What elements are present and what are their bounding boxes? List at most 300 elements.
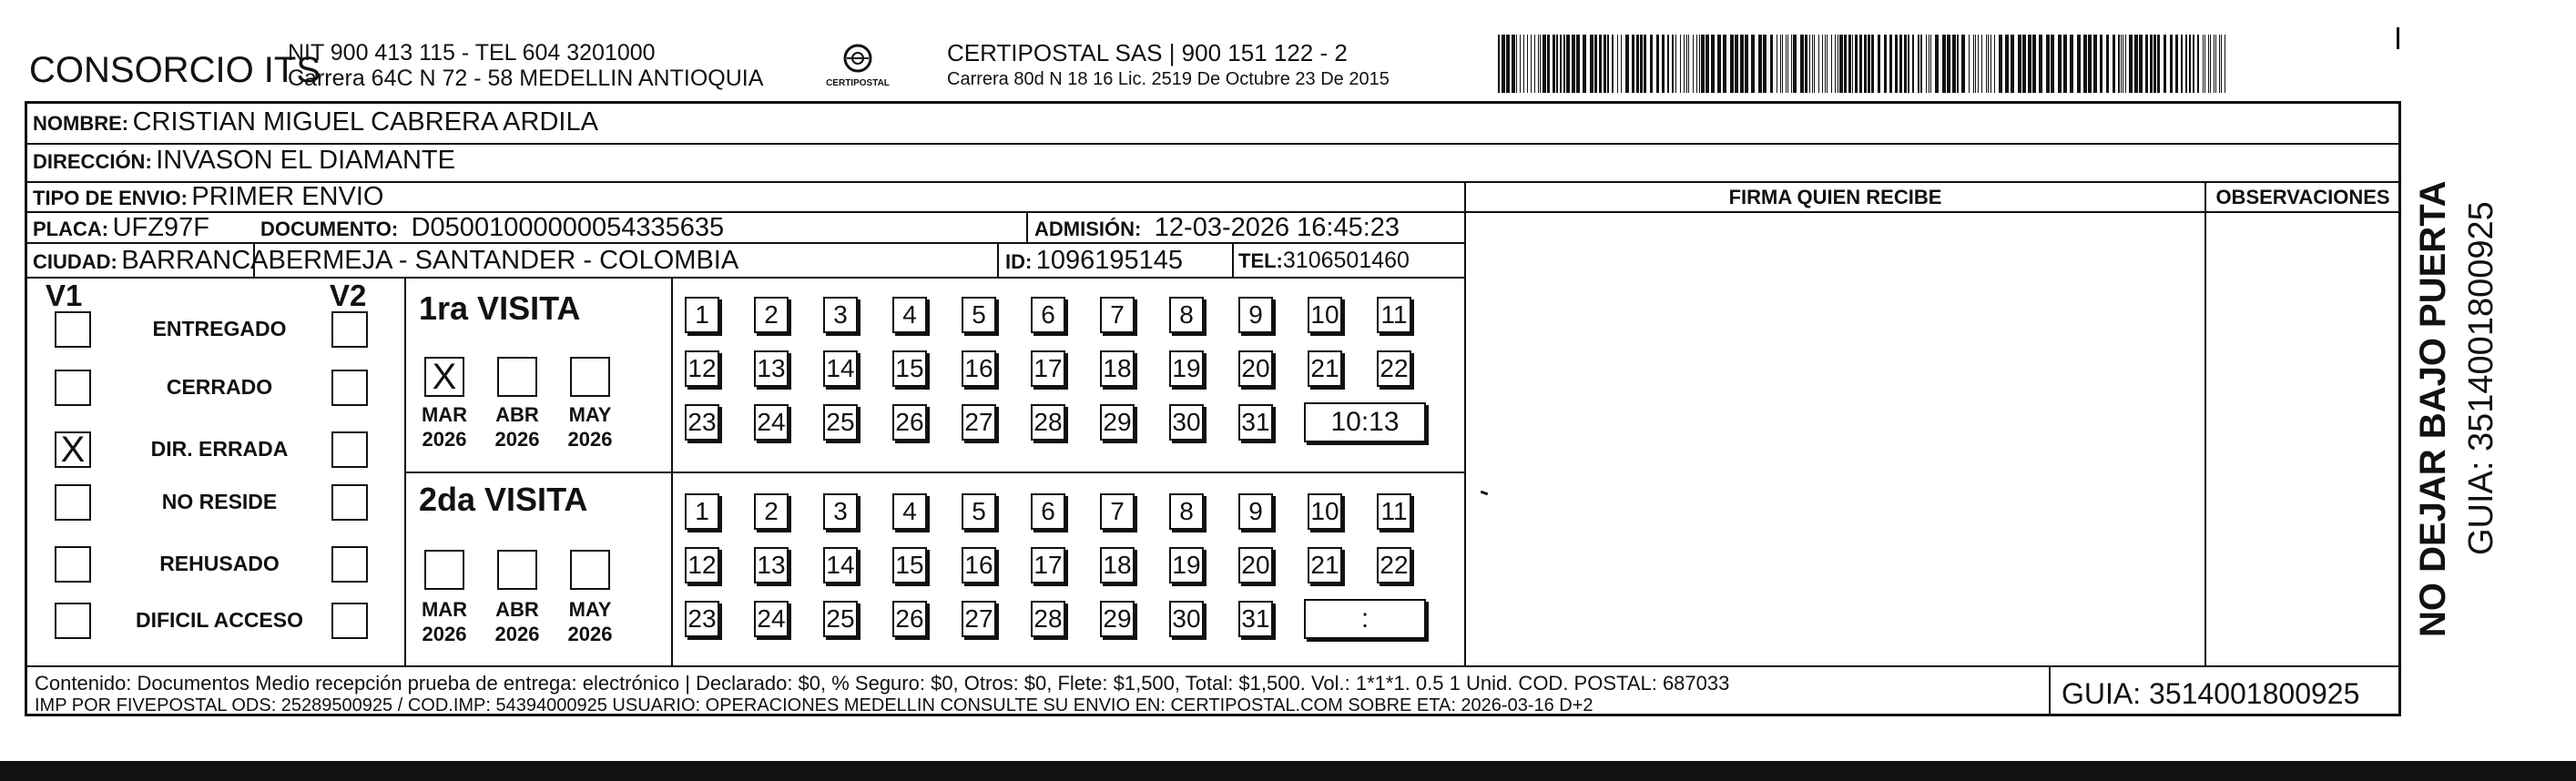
barcode-bar bbox=[1621, 35, 1622, 93]
barcode-bar bbox=[2208, 35, 2209, 93]
ciudad-label: CIUDAD: bbox=[33, 250, 117, 273]
barcode-bar bbox=[1560, 35, 1562, 93]
day-box: 28 bbox=[1031, 601, 1065, 637]
barcode-bar bbox=[2215, 35, 2216, 93]
barcode-bar bbox=[1723, 35, 1726, 93]
day-box: 14 bbox=[823, 547, 858, 583]
tel-value: 3106501460 bbox=[1282, 248, 1410, 273]
barcode-bar bbox=[2039, 35, 2042, 93]
ciudad-value: BARRANCABERMEJA - SANTANDER - COLOMBIA bbox=[121, 246, 739, 275]
barcode-bar bbox=[1809, 35, 1810, 93]
barcode-bar bbox=[1563, 35, 1565, 93]
barcode-bar bbox=[2170, 35, 2173, 93]
month-checkbox bbox=[424, 550, 464, 590]
barcode-bar bbox=[1763, 35, 1767, 93]
footer-contenido: Contenido: Documentos Medio recepción prueba de entrega: electrónico | Declarado: $0, % Seguro: $0, Otros: $0, Flete: $1,500, Total: $1,500. Vol.: 1*1*1. 0.5 1 Unid. COD. POSTAL: 687033 bbox=[35, 672, 1730, 695]
barcode-bar bbox=[2145, 35, 2148, 93]
barcode-bar bbox=[1662, 35, 1665, 93]
day-box: 25 bbox=[823, 601, 858, 637]
barcode-bar bbox=[1839, 35, 1843, 93]
barcode-bar bbox=[1583, 35, 1586, 93]
barcode-bar bbox=[1717, 35, 1721, 93]
courier-line: CERTIPOSTAL SAS | 900 151 122 - 2 bbox=[947, 39, 1348, 66]
form-rule-footer bbox=[27, 665, 2399, 667]
day-box: 23 bbox=[685, 601, 719, 637]
barcode-bar bbox=[1805, 35, 1807, 93]
month-label bbox=[415, 597, 473, 646]
barcode-bar bbox=[1696, 35, 1697, 93]
barcode-bar bbox=[1594, 35, 1597, 93]
day-box: 6 bbox=[1031, 297, 1065, 333]
day-box: 12 bbox=[685, 350, 719, 387]
admision-value: 12-03-2026 16:45:23 bbox=[1154, 213, 1400, 242]
barcode-bar bbox=[1973, 35, 1974, 93]
day-box: 6 bbox=[1031, 493, 1065, 530]
barcode-bar bbox=[1855, 35, 1858, 93]
courier-address: Carrera 80d N 18 16 Lic. 2519 De Octubre 23 De 2015 bbox=[947, 69, 1390, 89]
v2-checkbox bbox=[331, 484, 368, 521]
barcode-bar bbox=[1957, 35, 1959, 93]
day-box: 5 bbox=[962, 297, 996, 333]
barcode-bar bbox=[1520, 35, 1521, 93]
day-box: 31 bbox=[1238, 404, 1273, 441]
day-box: 9 bbox=[1238, 297, 1273, 333]
day-box: 10 bbox=[1308, 297, 1342, 333]
barcode-bar bbox=[1543, 35, 1546, 93]
barcode-bar bbox=[1999, 35, 2002, 93]
status-label: DIR. ERRADA bbox=[150, 437, 289, 461]
day-box: 4 bbox=[892, 493, 927, 530]
day-box: 12 bbox=[685, 547, 719, 583]
v2-checkbox bbox=[331, 311, 368, 348]
barcode-bar bbox=[1538, 35, 1539, 93]
day-box: 19 bbox=[1169, 547, 1204, 583]
v2-checkbox bbox=[331, 603, 368, 639]
barcode-bar bbox=[1502, 35, 1505, 93]
v2-checkbox bbox=[331, 370, 368, 406]
barcode-bar bbox=[1547, 35, 1550, 93]
barcode-bar bbox=[1787, 35, 1788, 93]
day-box: 10 bbox=[1308, 493, 1342, 530]
admision-label: ADMISIÓN: bbox=[1034, 218, 1142, 240]
v2-header: V2 bbox=[330, 279, 367, 312]
month-label bbox=[561, 597, 619, 646]
month-label bbox=[488, 402, 546, 451]
barcode-bar bbox=[1667, 35, 1669, 93]
day-box: 18 bbox=[1100, 350, 1135, 387]
day-box: 31 bbox=[1238, 601, 1273, 637]
barcode-bar bbox=[2181, 35, 2183, 93]
barcode-bar bbox=[1800, 35, 1804, 93]
barcode-bar bbox=[2106, 35, 2109, 93]
barcode-bar bbox=[1975, 35, 1976, 93]
barcode-bar bbox=[1935, 35, 1939, 93]
company-address: Carrera 64C N 72 - 58 MEDELLIN ANTIOQUIA bbox=[288, 66, 764, 91]
day-box: 3 bbox=[823, 493, 858, 530]
barcode-bar bbox=[1831, 35, 1832, 93]
status-label: NO RESIDE bbox=[161, 490, 278, 513]
barcode-bar bbox=[1884, 35, 1887, 93]
barcode-bar bbox=[2139, 35, 2143, 93]
barcode-bar bbox=[1604, 35, 1606, 93]
barcode-bar bbox=[1988, 35, 1989, 93]
id-sep bbox=[997, 242, 999, 277]
placa-row bbox=[33, 213, 209, 243]
month-checkbox bbox=[570, 357, 610, 397]
barcode-bar bbox=[2011, 35, 2014, 93]
barcode-bar bbox=[1786, 35, 1787, 93]
barcode-bar bbox=[1918, 35, 1919, 93]
courier-info bbox=[947, 38, 1390, 91]
barcode-bar bbox=[2046, 35, 2050, 93]
barcode-bar bbox=[1848, 35, 1851, 93]
month-year: 2026 bbox=[567, 623, 613, 645]
day-box: 24 bbox=[754, 601, 789, 637]
tel-sep bbox=[1232, 242, 1234, 277]
barcode-bar bbox=[1827, 35, 1828, 93]
v1-checkbox bbox=[55, 484, 91, 521]
month-name: MAR bbox=[421, 598, 468, 621]
v2-checkbox bbox=[331, 546, 368, 583]
direccion-label: DIRECCIÓN: bbox=[33, 150, 152, 173]
barcode-bar bbox=[1868, 35, 1870, 93]
barcode-bar bbox=[1912, 35, 1914, 93]
barcode-bar bbox=[1920, 35, 1922, 93]
day-box: 8 bbox=[1169, 297, 1204, 333]
day-box: 1 bbox=[685, 297, 719, 333]
barcode-bar bbox=[1576, 35, 1580, 93]
barcode-bar bbox=[2018, 35, 2021, 93]
day-box: 11 bbox=[1377, 493, 1411, 530]
day-box: 9 bbox=[1238, 493, 1273, 530]
guia-footer-sep bbox=[2049, 665, 2051, 716]
barcode bbox=[1498, 35, 2226, 93]
day-box: 17 bbox=[1031, 547, 1065, 583]
month-checkbox: X bbox=[424, 357, 464, 397]
barcode-bar bbox=[1705, 35, 1709, 93]
visit-time: 10:13 bbox=[1304, 402, 1426, 442]
barcode-bar bbox=[2185, 35, 2187, 93]
barcode-bar bbox=[1978, 35, 1979, 93]
month-name: MAR bbox=[421, 403, 468, 426]
barcode-bar bbox=[1680, 35, 1681, 93]
barcode-bar bbox=[2093, 35, 2097, 93]
month-label bbox=[415, 402, 473, 451]
barcode-bar bbox=[1878, 35, 1880, 93]
barcode-bar bbox=[1686, 35, 1687, 93]
barcode-bar bbox=[2022, 35, 2026, 93]
obs-col-line bbox=[2204, 181, 2206, 665]
barcode-bar bbox=[2063, 35, 2067, 93]
barcode-bar bbox=[1672, 35, 1674, 93]
day-box: 2 bbox=[754, 493, 789, 530]
month-label bbox=[561, 402, 619, 451]
status-label: REHUSADO bbox=[159, 552, 280, 575]
footer-guia: GUIA: 3514001800925 bbox=[2062, 677, 2360, 710]
v1-checkbox bbox=[55, 311, 91, 348]
barcode-bar bbox=[1791, 35, 1792, 93]
barcode-bar bbox=[1895, 35, 1898, 93]
barcode-bar bbox=[2203, 35, 2204, 93]
day-box: 27 bbox=[962, 404, 996, 441]
certipostal-logo bbox=[826, 40, 890, 95]
barcode-bar bbox=[1693, 35, 1694, 93]
barcode-bar bbox=[1640, 35, 1643, 93]
barcode-bar bbox=[1553, 35, 1555, 93]
v1-checkbox: X bbox=[55, 431, 91, 468]
barcode-bar bbox=[1636, 35, 1639, 93]
barcode-bar bbox=[1684, 35, 1685, 93]
barcode-bar bbox=[2197, 35, 2199, 93]
page-edge bbox=[0, 761, 2576, 781]
barcode-bar bbox=[2221, 35, 2222, 93]
barcode-bar bbox=[1852, 35, 1853, 93]
barcode-bar bbox=[1556, 35, 1558, 93]
day-box: 18 bbox=[1100, 547, 1135, 583]
day-box: 15 bbox=[892, 350, 927, 387]
tipo-label: TIPO DE ENVIO: bbox=[33, 187, 188, 209]
status-label: ENTREGADO bbox=[152, 317, 287, 340]
day-box: 17 bbox=[1031, 350, 1065, 387]
barcode-bar bbox=[1942, 35, 1946, 93]
barcode-bar bbox=[1566, 35, 1570, 93]
barcode-bar bbox=[2210, 35, 2211, 93]
day-box: 26 bbox=[892, 601, 927, 637]
company-info bbox=[288, 40, 763, 91]
month-checkbox bbox=[570, 550, 610, 590]
id-value: 1096195145 bbox=[1035, 246, 1184, 275]
barcode-bar bbox=[1758, 35, 1762, 93]
barcode-bar bbox=[1930, 35, 1931, 93]
tipo-value: PRIMER ENVIO bbox=[191, 182, 384, 211]
logo-caption: CERTIPOSTAL bbox=[826, 78, 890, 88]
day-box: 28 bbox=[1031, 404, 1065, 441]
barcode-bar bbox=[1612, 35, 1614, 93]
nombre-label: NOMBRE: bbox=[33, 112, 129, 135]
barcode-bar bbox=[1780, 35, 1781, 93]
barcode-bar bbox=[2118, 35, 2120, 93]
barcode-bar bbox=[1506, 35, 1510, 93]
day-box: 3 bbox=[823, 297, 858, 333]
status-label: CERRADO bbox=[166, 375, 273, 399]
barcode-bar bbox=[1625, 35, 1629, 93]
barcode-bar bbox=[1947, 35, 1950, 93]
barcode-bar bbox=[1825, 35, 1826, 93]
month-name: MAY bbox=[568, 598, 612, 621]
month-checkbox bbox=[497, 357, 537, 397]
barcode-bar bbox=[1590, 35, 1593, 93]
day-box: 5 bbox=[962, 493, 996, 530]
barcode-bar bbox=[1961, 35, 1965, 93]
barcode-bar bbox=[1498, 35, 1500, 93]
barcode-bar bbox=[1740, 35, 1744, 93]
day-box: 25 bbox=[823, 404, 858, 441]
status-label: DIFICIL ACCESO bbox=[135, 608, 303, 632]
barcode-bar bbox=[1844, 35, 1847, 93]
direccion-value: INVASON EL DIAMANTE bbox=[156, 146, 455, 175]
barcode-bar bbox=[1793, 35, 1797, 93]
visit-divider bbox=[404, 472, 1464, 473]
v1-checkbox bbox=[55, 370, 91, 406]
visit-time: : bbox=[1304, 599, 1426, 639]
barcode-bar bbox=[1523, 35, 1524, 93]
month-year: 2026 bbox=[494, 623, 540, 645]
barcode-bar bbox=[2157, 35, 2160, 93]
form-rule-5 bbox=[27, 277, 1464, 279]
day-box: 2 bbox=[754, 297, 789, 333]
barcode-bar bbox=[1572, 35, 1575, 93]
barcode-bar bbox=[2051, 35, 2054, 93]
barcode-bar bbox=[1527, 35, 1528, 93]
barcode-bar bbox=[1531, 35, 1532, 93]
barcode-bar bbox=[1889, 35, 1892, 93]
barcode-bar bbox=[1908, 35, 1909, 93]
nombre-row bbox=[33, 107, 598, 137]
day-box: 13 bbox=[754, 350, 789, 387]
month-name: MAY bbox=[568, 403, 612, 426]
barcode-bar bbox=[1650, 35, 1653, 93]
barcode-bar bbox=[2175, 35, 2178, 93]
barcode-bar bbox=[1822, 35, 1823, 93]
day-box: 27 bbox=[962, 601, 996, 637]
barcode-bar bbox=[2005, 35, 2009, 93]
observaciones-header: OBSERVACIONES bbox=[2215, 186, 2390, 208]
placa-label: PLACA: bbox=[33, 218, 109, 240]
visit1-title: 1ra VISITA bbox=[419, 289, 581, 327]
barcode-bar bbox=[2129, 35, 2133, 93]
barcode-bar bbox=[1656, 35, 1659, 93]
admision-sep bbox=[1026, 211, 1028, 242]
barcode-bar bbox=[2150, 35, 2153, 93]
day-box: 21 bbox=[1308, 350, 1342, 387]
barcode-bar bbox=[1952, 35, 1956, 93]
months-col-line bbox=[671, 277, 673, 665]
day-box: 15 bbox=[892, 547, 927, 583]
month-year: 2026 bbox=[422, 428, 467, 451]
id-row bbox=[1005, 246, 1183, 276]
month-checkbox bbox=[497, 550, 537, 590]
barcode-bar bbox=[1599, 35, 1602, 93]
barcode-bar bbox=[1871, 35, 1874, 93]
barcode-bar bbox=[1644, 35, 1646, 93]
barcode-bar bbox=[1534, 35, 1535, 93]
barcode-bar bbox=[2083, 35, 2087, 93]
barcode-bar bbox=[2100, 35, 2103, 93]
barcode-bar bbox=[1699, 35, 1700, 93]
barcode-bar bbox=[1711, 35, 1715, 93]
barcode-bar bbox=[1770, 35, 1773, 93]
day-box: 7 bbox=[1100, 297, 1135, 333]
barcode-bar bbox=[1701, 35, 1705, 93]
nit-line: NIT 900 413 115 - TEL 604 3201000 bbox=[288, 40, 656, 66]
day-box: 29 bbox=[1100, 404, 1135, 441]
barcode-bar bbox=[1730, 35, 1734, 93]
day-box: 1 bbox=[685, 493, 719, 530]
barcode-bar bbox=[1540, 35, 1541, 93]
barcode-bar bbox=[1986, 35, 1987, 93]
barcode-bar bbox=[2219, 35, 2220, 93]
firma-col-line bbox=[1464, 181, 1466, 665]
status-col-line bbox=[404, 277, 406, 665]
day-box: 8 bbox=[1169, 493, 1204, 530]
barcode-bar bbox=[2125, 35, 2126, 93]
month-year: 2026 bbox=[422, 623, 467, 645]
barcode-bar bbox=[2164, 35, 2166, 93]
barcode-bar bbox=[1904, 35, 1907, 93]
month-name: ABR bbox=[495, 403, 539, 426]
barcode-bar bbox=[2028, 35, 2031, 93]
barcode-bar bbox=[2077, 35, 2081, 93]
barcode-bar bbox=[2058, 35, 2062, 93]
barcode-bar bbox=[1864, 35, 1867, 93]
form-rule-1 bbox=[27, 143, 2399, 145]
month-label bbox=[488, 597, 546, 646]
day-box: 22 bbox=[1377, 547, 1411, 583]
v1-checkbox bbox=[55, 603, 91, 639]
documento-value: D05001000000054335635 bbox=[411, 213, 725, 242]
barcode-bar bbox=[1735, 35, 1738, 93]
day-box: 4 bbox=[892, 297, 927, 333]
side-guia: GUIA: 3514001800925 bbox=[2462, 201, 2500, 555]
barcode-bar bbox=[1812, 35, 1813, 93]
tel-label: TEL: bbox=[1238, 249, 1283, 272]
barcode-bar bbox=[1981, 35, 1982, 93]
day-box: 20 bbox=[1238, 350, 1273, 387]
documento-label: DOCUMENTO: bbox=[260, 218, 399, 240]
day-box: 16 bbox=[962, 350, 996, 387]
barcode-bar bbox=[1617, 35, 1618, 93]
day-box: 30 bbox=[1169, 601, 1204, 637]
day-box: 11 bbox=[1377, 297, 1411, 333]
barcode-bar bbox=[1782, 35, 1783, 93]
corner-mark bbox=[2397, 27, 2399, 49]
v1-header: V1 bbox=[46, 279, 83, 312]
footer-imp: IMP POR FIVEPOSTAL ODS: 25289500925 / COD.IMP: 54394000925 USUARIO: OPERACIONES MEDELLIN CONSULTE SU ENVIO EN: CERTIPOSTAL.COM SOBRE ETA: 2026-03-16 D+2 bbox=[35, 695, 1593, 715]
firma-header: FIRMA QUIEN RECIBE bbox=[1728, 186, 1942, 208]
admision-row bbox=[1034, 213, 1400, 243]
barcode-bar bbox=[1969, 35, 1970, 93]
month-year: 2026 bbox=[567, 428, 613, 451]
barcode-bar bbox=[1859, 35, 1862, 93]
v2-checkbox bbox=[331, 431, 368, 468]
barcode-bar bbox=[1751, 35, 1755, 93]
month-year: 2026 bbox=[494, 428, 540, 451]
barcode-bar bbox=[1926, 35, 1927, 93]
day-box: 26 bbox=[892, 404, 927, 441]
barcode-bar bbox=[2189, 35, 2191, 93]
day-box: 20 bbox=[1238, 547, 1273, 583]
barcode-bar bbox=[2193, 35, 2194, 93]
barcode-bar bbox=[2070, 35, 2073, 93]
barcode-bar bbox=[1899, 35, 1902, 93]
day-box: 29 bbox=[1100, 601, 1135, 637]
barcode-bar bbox=[1632, 35, 1634, 93]
nombre-value: CRISTIAN MIGUEL CABRERA ARDILA bbox=[132, 107, 598, 137]
barcode-bar bbox=[2153, 35, 2156, 93]
direccion-row bbox=[33, 146, 455, 176]
day-box: 22 bbox=[1377, 350, 1411, 387]
barcode-bar bbox=[2121, 35, 2122, 93]
tipo-row bbox=[33, 182, 383, 212]
barcode-bar bbox=[1688, 35, 1689, 93]
side-notice: NO DEJAR BAJO PUERTA bbox=[2413, 180, 2453, 637]
documento-row bbox=[260, 213, 724, 243]
ciudad-row bbox=[33, 246, 738, 276]
id-label: ID: bbox=[1005, 250, 1033, 273]
barcode-bar bbox=[1675, 35, 1676, 93]
day-box: 23 bbox=[685, 404, 719, 441]
day-box: 16 bbox=[962, 547, 996, 583]
